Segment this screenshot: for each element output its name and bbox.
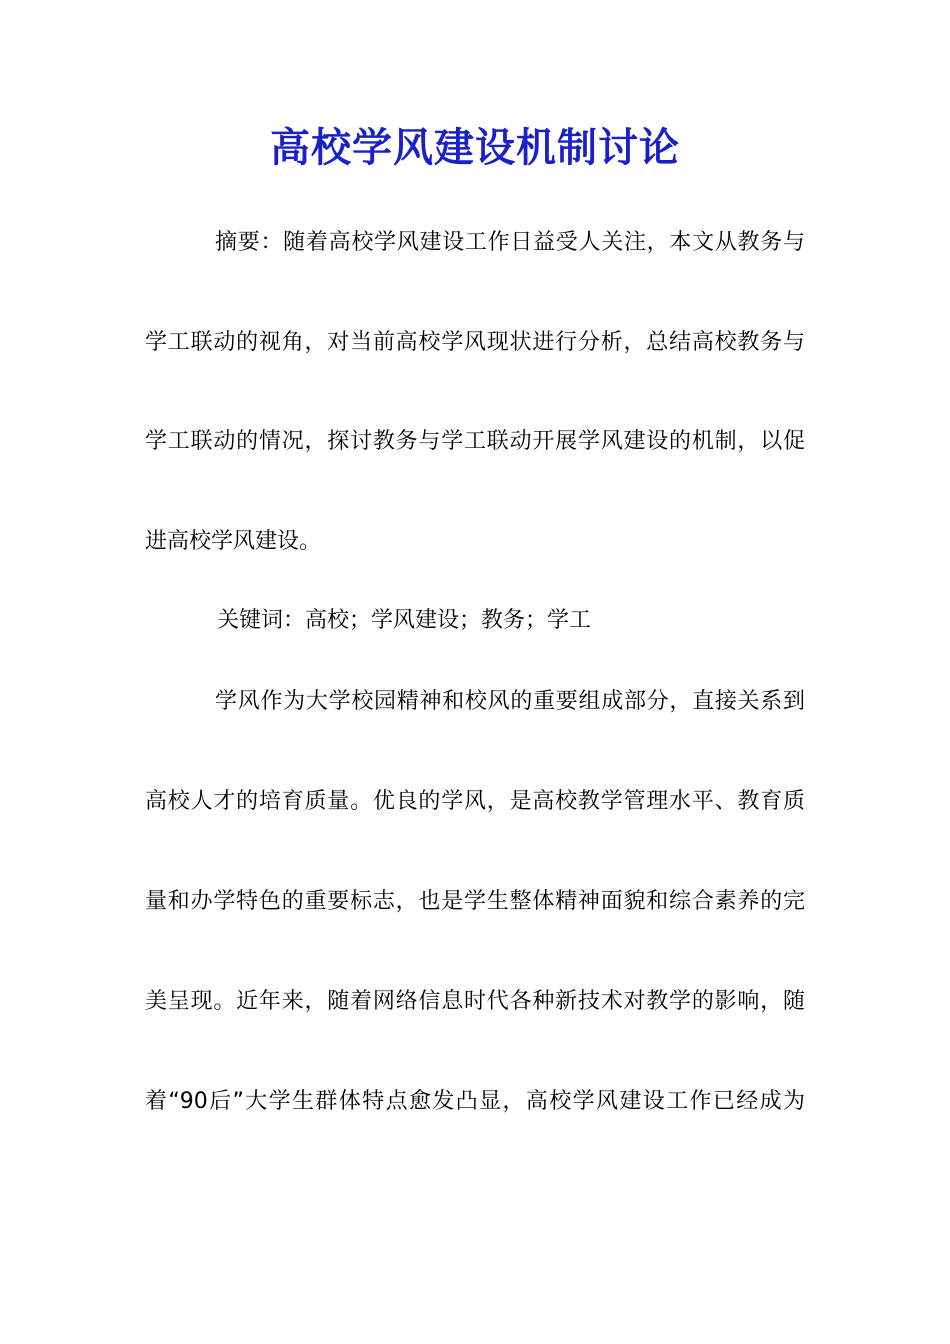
body-line-2: 高校人才的培育质量。优良的学风，是高校教学管理水平、教育质 — [145, 789, 805, 814]
abstract-line-2: 学工联动的视角，对当前高校学风现状进行分析，总结高校教务与 — [145, 330, 805, 355]
document-title: 高校学风建设机制讨论 — [270, 124, 680, 171]
body-line-5: 着“90后”大学生群体特点愈发凸显，高校学风建设工作已经成为 — [145, 1089, 805, 1114]
body-line-1: 学风作为大学校园精神和校风的重要组成部分，直接关系到 — [215, 689, 805, 714]
body-line-4: 美呈现。近年来，随着网络信息时代各种新技术对教学的影响，随 — [145, 989, 805, 1014]
abstract-line-4: 进高校学风建设。 — [145, 529, 322, 554]
abstract-line-1: 摘要：随着高校学风建设工作日益受人关注，本文从教务与 — [215, 230, 805, 255]
keywords-line: 关键词：高校；学风建设；教务；学工 — [217, 608, 592, 633]
abstract-line-3: 学工联动的情况，探讨教务与学工联动开展学风建设的机制，以促 — [145, 429, 805, 454]
body-line-3: 量和办学特色的重要标志，也是学生整体精神面貌和综合素养的完 — [145, 889, 805, 914]
